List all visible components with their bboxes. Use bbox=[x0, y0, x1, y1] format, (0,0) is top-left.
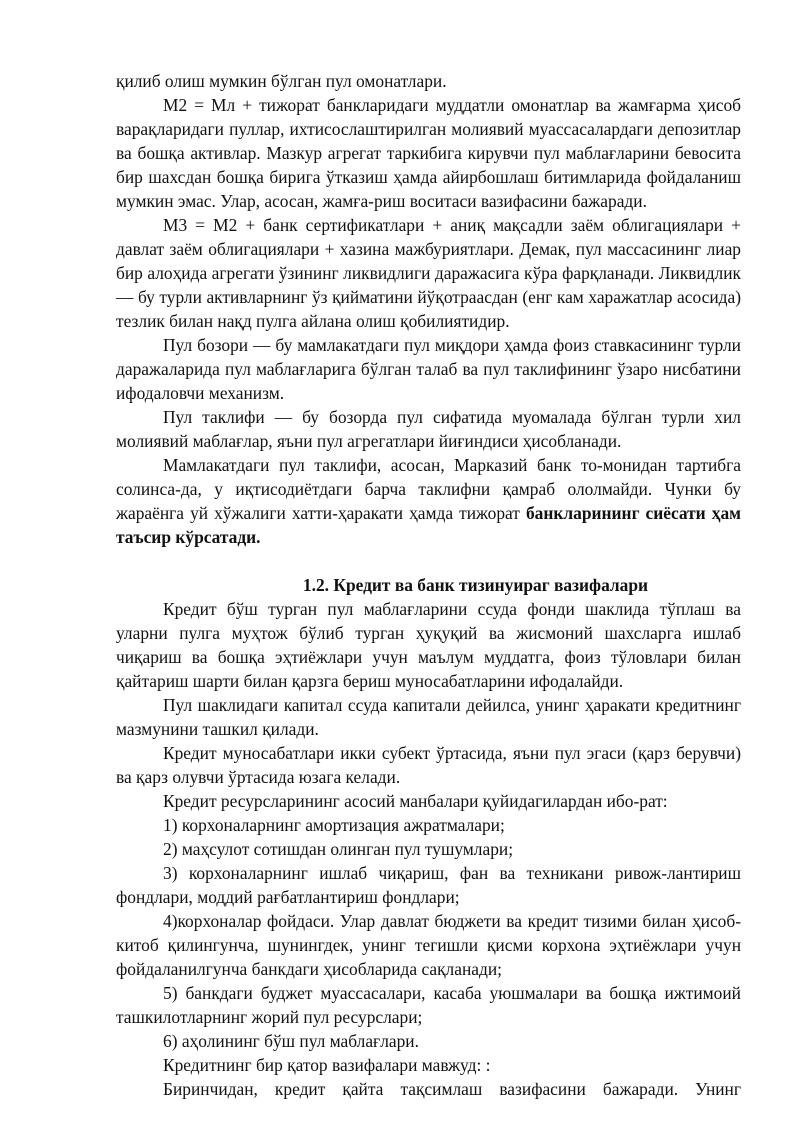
paragraph: М3 = М2 + банк сертификатлари + аниқ мақсадли заём облигациялари + давлат заём облигациялари + хазина мажбуриятлари. Демак, пул массасининг лиар бир алоҳида агрегати ўзининг ликвидлиги даражасига кўра фарқланади. Ликвидлик — бу турли активларнинг ўз қийматини йўқотраасдан (енг кам харажатлар асосида) тезлик билан нақд пулга айлана олиш қобилиятидир. bbox=[116, 215, 741, 331]
list-item: 2) маҳсулот сотишдан олинган пул тушумлари; bbox=[163, 839, 514, 859]
list-item: 3) корхоналарнинг ишлаб чиқариш, фан ва техникани ривож-лантириш фондлари, моддий рағбатлантириш фондлари; bbox=[116, 863, 741, 907]
section-heading: 1.2. Кредит ва банк тизинуираг вазифалари bbox=[302, 575, 649, 595]
bold-text: банкларининг сиёсати ҳам таъсир кўрсатади. bbox=[116, 503, 741, 547]
paragraph: Биринчидан, кредит қайта тақсимлаш вазифасини бажаради. Унинг bbox=[163, 1079, 741, 1099]
paragraph: қилиб олиш мумкин бўлган пул омонатлари. bbox=[116, 71, 447, 91]
list-item: 4)корхоналар фойдаси. Улар давлат бюджети ва кредит тизими билан ҳисоб-китоб қилингунча, шунингдек, унинг тегишли қисми корхона эҳтиёжлари учун фойдаланилгунча банкдаги ҳисобларида сақланади; bbox=[116, 911, 741, 979]
paragraph: Кредит ресурсларининг асосий манбалари қуйидагилардан ибо-рат: bbox=[163, 791, 668, 811]
paragraph: М2 = Мл + тижорат банкларидаги муддатли омонатлар ва жамғарма ҳисоб варақларидаги пуллар, ихтисослаштирилган молиявий муассасалардаги депозитлар ва бошқа активлар. Мазкур агрегат таркибига кирувчи пул маблағларини бевосита бир шахсдан бошқа бирига ўтказиш ҳамда айирбошлаш битимларида фойдаланиш мумкин эмас. Улар, асосан, жамға-риш воситаси вазифасини бажаради. bbox=[116, 95, 741, 211]
paragraph bbox=[116, 453, 741, 549]
paragraph: Пул бозори — бу мамлакатдаги пул миқдори ҳамда фоиз ставкасининг турли даражаларида пул маблағларига бўлган талаб ва пул таклифининг ўзаро нисбатини ифодаловчи механизм. bbox=[116, 335, 741, 403]
paragraph: Кредитнинг бир қатор вазифалари мавжуд: : bbox=[163, 1055, 491, 1075]
list-item: 5) банкдаги буджет муассасалари, касаба уюшмалари ва бошқа ижтимоий ташкилотларнинг жорий пул ресурслари; bbox=[116, 983, 741, 1027]
list-item: 6) аҳолининг бўш пул маблағлари. bbox=[163, 1031, 419, 1051]
list-item: 1) корхоналарнинг амортизация ажратмалари; bbox=[163, 815, 505, 835]
paragraph: Кредит бўш турган пул маблағларини ссуда фонди шаклида тўплаш ва уларни пулга муҳтож бўлиб турган ҳуқуқий ва жисмоний шахсларга ишлаб чиқариш ва бошқа эҳтиёжлари учун маълум муддатга, фоиз тўловлари билан қайтариш шарти билан қарзга бериш муносабатларини ифодалайди. bbox=[116, 599, 741, 691]
paragraph: Пул таклифи — бу бозорда пул сифатида муомалада бўлган турли хил молиявий маблағлар, яъни пул агрегатлари йиғиндиси ҳисобланади. bbox=[116, 407, 741, 451]
paragraph: Пул шаклидаги капитал ссуда капитали дейилса, унинг ҳаракати кредитнинг мазмунини ташкил қилади. bbox=[116, 695, 741, 739]
paragraph: Кредит муносабатлари икки субект ўртасида, яъни пул эгаси (қарз берувчи) ва қарз олувчи ўртасида юзага келади. bbox=[116, 743, 741, 787]
document-body bbox=[116, 69, 741, 1101]
paragraph-text: Мамлакатдаги пул таклифи, асосан, Марказий банк то-монидан тартибга солинса-да, у иқтисодиётдаги барча таклифни қамраб ололмайди. Чунки бу жараёнга уй хўжалиги хатти-ҳаракати ҳамда тижорат bbox=[116, 455, 741, 523]
